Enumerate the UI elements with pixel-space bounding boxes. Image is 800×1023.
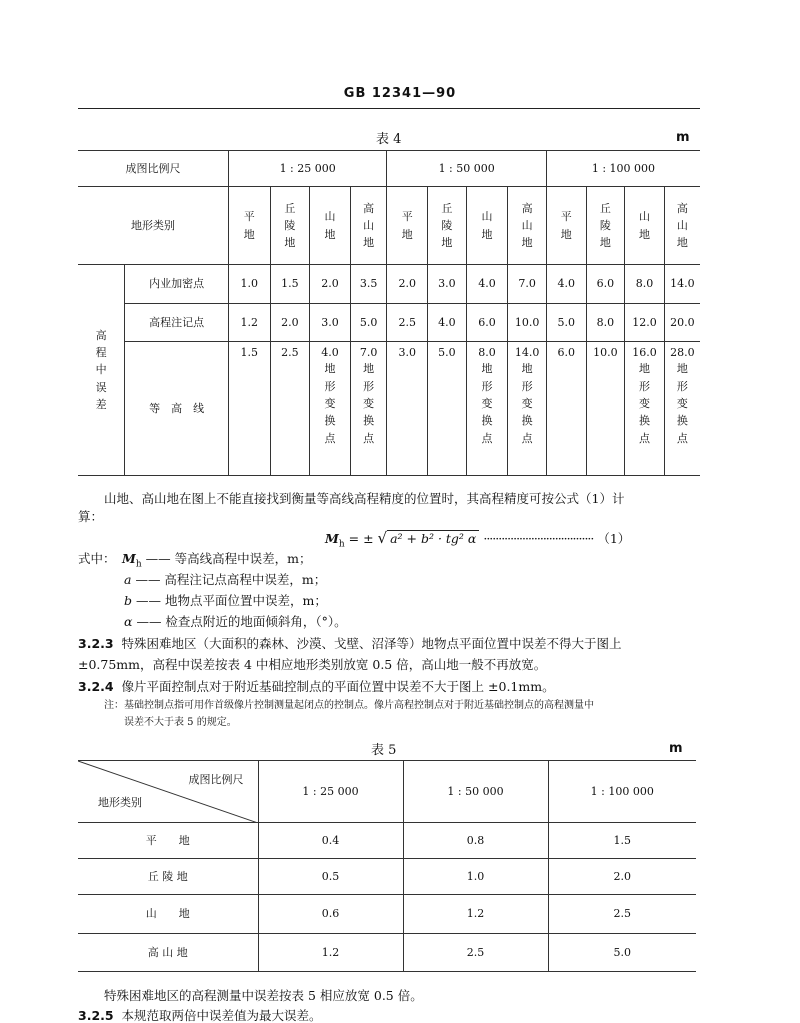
row-label: 平 地 <box>78 823 258 859</box>
terrain-header: 丘陵地 <box>270 187 310 265</box>
scale-header: 1 : 100 000 <box>546 151 700 187</box>
table-cell: 5.0 <box>350 304 387 342</box>
section-3-2-3: 3.2.3 特殊困难地区（大面积的森林、沙漠、戈壁、沼泽等）地物点平面位置中误差不得大于图上 <box>78 636 622 651</box>
table-cell: 7.0 地形变换点 <box>350 342 387 476</box>
table-cell: 5.0 <box>428 342 467 476</box>
scale-label: 成图比例尺 <box>78 151 228 187</box>
row-label: 等 高 线 <box>125 342 229 476</box>
table-cell: 2.5 <box>548 895 696 934</box>
table-cell: 1.5 <box>228 342 270 476</box>
row-label: 内业加密点 <box>125 265 229 304</box>
table-cell: 0.5 <box>258 859 403 895</box>
row-label: 高程注记点 <box>125 304 229 342</box>
table-cell: 1.2 <box>258 934 403 972</box>
table-cell: 1.5 <box>270 265 310 304</box>
table-row <box>78 934 696 972</box>
table4-scale-row <box>78 151 700 187</box>
where-item: α —— 检查点附近的地面倾斜角，（°）。 <box>124 614 347 629</box>
table-cell: 10.0 <box>586 342 625 476</box>
radical-icon: √ <box>377 529 388 547</box>
scale-header: 1 : 25 000 <box>258 761 403 823</box>
where-item: $M_h$ —— 等高线高程中误差，m； <box>122 551 312 570</box>
table-cell: 6.0 <box>546 342 586 476</box>
table-cell: 1.0 <box>403 859 548 895</box>
formula-1: $M_h$ = ± √ a² + b² · tg² α ····································· （1） <box>325 529 631 550</box>
table-row <box>78 823 696 859</box>
terrain-header: 高山地 <box>664 187 700 265</box>
standard-header: GB 12341—90 <box>343 86 457 101</box>
table-4 <box>78 150 700 476</box>
terrain-header: 山地 <box>625 187 665 265</box>
table-row <box>78 859 696 895</box>
table-cell: 2.0 <box>270 304 310 342</box>
table-cell: 5.0 <box>548 934 696 972</box>
table4-terrain-row <box>78 187 700 265</box>
table4-caption: 表 4 <box>376 132 402 147</box>
table-cell: 8.0 <box>586 304 625 342</box>
table4-row-contour <box>78 342 700 476</box>
table-cell: 2.5 <box>403 934 548 972</box>
table-cell: 3.0 <box>310 304 351 342</box>
row-label: 山 地 <box>78 895 258 934</box>
terrain-header: 丘陵地 <box>428 187 467 265</box>
table-cell: 14.0 地形变换点 <box>508 342 547 476</box>
table-cell: 2.0 <box>310 265 351 304</box>
table-5 <box>78 760 696 972</box>
table-cell: 14.0 <box>664 265 700 304</box>
table-cell: 3.0 <box>387 342 428 476</box>
diagonal-line <box>78 761 258 823</box>
table-cell: 8.0 <box>625 265 665 304</box>
terrain-header: 山地 <box>310 187 351 265</box>
row-label: 高 山 地 <box>78 934 258 972</box>
table-cell: 3.0 <box>428 265 467 304</box>
table-cell: 3.5 <box>350 265 387 304</box>
group-label: 高程中误差 <box>78 265 125 476</box>
note-line: 误差不大于表 5 的规定。 <box>124 717 237 728</box>
paragraph: 山地、高山地在图上不能直接找到衡量等高线高程精度的位置时，其高程精度可按公式（1）计 <box>104 491 625 506</box>
paragraph: 特殊困难地区的高程测量中误差按表 5 相应放宽 0.5 倍。 <box>104 988 423 1003</box>
table5-unit: m <box>669 741 683 756</box>
table-cell: 0.8 <box>403 823 548 859</box>
terrain-header: 平地 <box>387 187 428 265</box>
table4-unit: m <box>676 130 690 145</box>
terrain-header: 山地 <box>466 187 508 265</box>
table-cell: 2.5 <box>270 342 310 476</box>
table-cell: 4.0 <box>466 265 508 304</box>
section-3-2-4: 3.2.4 像片平面控制点对于附近基础控制点的平面位置中误差不大于图上 ±0.1mm。 <box>78 679 555 694</box>
terrain-label: 地形类别 <box>78 187 228 265</box>
table-cell: 6.0 <box>586 265 625 304</box>
scale-header: 1 : 50 000 <box>403 761 548 823</box>
table-cell: 2.0 <box>387 265 428 304</box>
paragraph: 算： <box>78 509 104 524</box>
table-cell: 1.2 <box>228 304 270 342</box>
scale-header: 1 : 25 000 <box>228 151 387 187</box>
table-cell: 0.4 <box>258 823 403 859</box>
table-cell: 4.0 地形变换点 <box>310 342 351 476</box>
table5-caption: 表 5 <box>371 743 397 758</box>
table-cell: 2.0 <box>548 859 696 895</box>
terrain-header: 平地 <box>546 187 586 265</box>
where-item: a —— 高程注记点高程中误差，m； <box>124 572 327 587</box>
section-3-2-5: 3.2.5 本规范取两倍中误差值为最大误差。 <box>78 1008 322 1023</box>
table-cell: 1.5 <box>548 823 696 859</box>
table-cell: 10.0 <box>508 304 547 342</box>
table5-header-row <box>78 761 696 823</box>
terrain-header: 高山地 <box>508 187 547 265</box>
table4-row-interior <box>78 265 700 304</box>
note-line: 注：基础控制点指可用作首级像片控制测量起闭点的控制点。像片高程控制点对于附近基础控制点的高程测量中 <box>104 700 594 711</box>
terrain-header: 丘陵地 <box>586 187 625 265</box>
table-cell: 1.0 <box>228 265 270 304</box>
header-rule <box>78 108 700 109</box>
table-cell: 0.6 <box>258 895 403 934</box>
terrain-header: 高山地 <box>350 187 387 265</box>
table-cell: 4.0 <box>428 304 467 342</box>
scale-header: 1 : 50 000 <box>387 151 547 187</box>
where-item: b —— 地物点平面位置中误差，m； <box>124 593 327 608</box>
table-cell: 20.0 <box>664 304 700 342</box>
table-cell: 8.0 地形变换点 <box>466 342 508 476</box>
table-cell: 4.0 <box>546 265 586 304</box>
table-cell: 6.0 <box>466 304 508 342</box>
table-cell: 7.0 <box>508 265 547 304</box>
table-cell: 1.2 <box>403 895 548 934</box>
scale-header: 1 : 100 000 <box>548 761 696 823</box>
diagonal-header-cell: 成图比例尺 地形类别 <box>78 761 258 823</box>
table-cell: 28.0 地形变换点 <box>664 342 700 476</box>
table-cell: 5.0 <box>546 304 586 342</box>
row-label: 丘 陵 地 <box>78 859 258 895</box>
table-cell: 2.5 <box>387 304 428 342</box>
table-row <box>78 895 696 934</box>
table-cell: 16.0 地形变换点 <box>625 342 665 476</box>
table-cell: 12.0 <box>625 304 665 342</box>
table4-row-spot <box>78 304 700 342</box>
terrain-header: 平地 <box>228 187 270 265</box>
section-3-2-3-cont: ±0.75mm，高程中误差按表 4 中相应地形类别放宽 0.5 倍，高山地一般不再放宽。 <box>78 657 547 672</box>
where-label: 式中： <box>78 551 116 566</box>
